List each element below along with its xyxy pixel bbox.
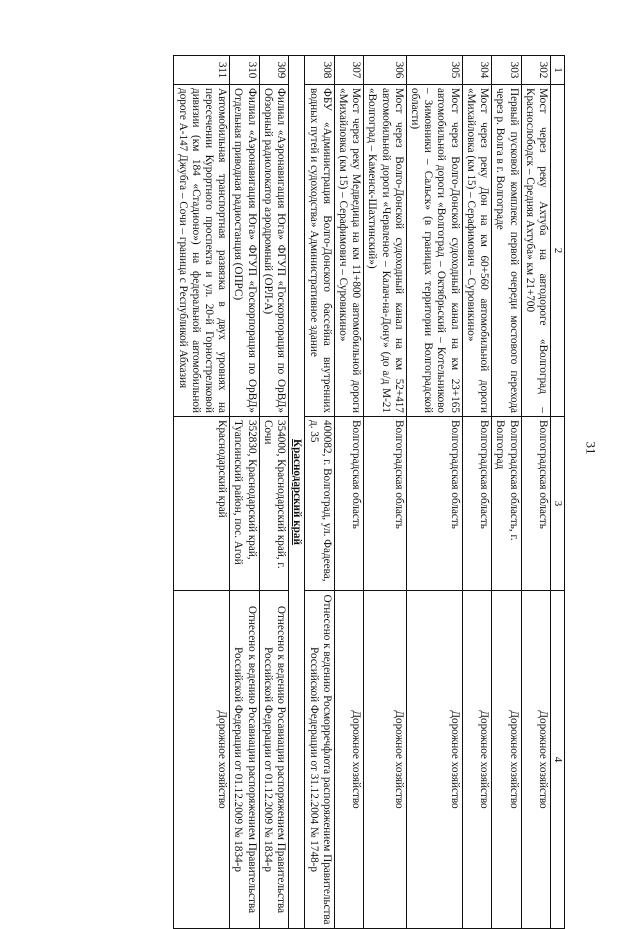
row-number: 306 — [364, 56, 407, 85]
object-location: 354000, Краснодарский край, г. Сочи — [259, 417, 288, 591]
row-number: 311 — [174, 56, 230, 85]
object-name: ФБУ «Администрация Волго-Донского бассейна внутренних водных путей и судоходства» Административное здание — [305, 85, 334, 417]
row-number: 310 — [230, 56, 259, 85]
object-location: Волгоградская область — [334, 417, 363, 591]
object-authority: Дорожное хозяйство — [462, 591, 491, 929]
object-authority: Отнесено к ведению Росморречфлота распоряжением Правительства Российской Федерации от 31.12.2004 № 1748-р — [305, 591, 334, 929]
object-location: 352830, Краснодарский край, Туапсинский район, пос. Агой — [230, 417, 259, 591]
table-row — [305, 56, 334, 929]
object-authority: Отнесено к ведению Росавиации распоряжением Правительства Российской Федерации от 01.12.2009 № 1834-р — [259, 591, 288, 929]
object-location: 400082, г. Волгоград, ул. Фадеева, д. 35 — [305, 417, 334, 591]
object-location: Волгоградская область — [406, 417, 462, 591]
region-row — [289, 56, 305, 929]
row-number: 308 — [305, 56, 334, 85]
object-name: Мост через Волго-Донской судоходный канал на км 52+417 автомобильной дороги «Червленое – Калач-на-Дону» (до а/д М-21 «Волгоград – Каменск-Шахтинский») — [364, 85, 407, 417]
object-name: Филиал «Аэронавигация Юга» ФГУП «Госкорпорация по ОрВД» Отдельная приводная радиостанция (ОПРС) — [230, 85, 259, 417]
table-row — [364, 56, 407, 929]
object-authority: Дорожное хозяйство — [174, 591, 230, 929]
object-authority: Дорожное хозяйство — [334, 591, 363, 929]
object-location: Волгоградская область — [521, 417, 550, 591]
object-location: Волгоградская область, г. Волгоград — [492, 417, 521, 591]
header-row — [551, 56, 565, 929]
object-name: Мост через реку Дон на км 60+560 автомобильной дороги «Михайловка (км 15) – Серафимович – Суровикино» — [462, 85, 491, 417]
table-row — [462, 56, 491, 929]
object-location: Краснодарский край — [174, 417, 230, 591]
object-authority: Дорожное хозяйство — [364, 591, 407, 929]
row-number: 304 — [462, 56, 491, 85]
table-row — [334, 56, 363, 929]
header-col-3: 3 — [551, 417, 565, 591]
row-number: 303 — [492, 56, 521, 85]
object-authority: Дорожное хозяйство — [492, 591, 521, 929]
row-number: 305 — [406, 56, 462, 85]
objects-table — [173, 55, 565, 929]
object-name: Мост через реку Ахтуба на автодороге «Волгоград – Краснослободск – Средняя Ахтуба» км 21+700 — [521, 85, 550, 417]
object-name: Первый пусковой комплекс первой очереди мостового перехода через р. Волга в г. Волгограде — [492, 85, 521, 417]
header-col-4: 4 — [551, 591, 565, 929]
table-row — [259, 56, 288, 929]
table-row — [230, 56, 259, 929]
object-name: Мост через реку Медведица на км 11+800 автомобильной дороги «Михайловка (км 15) – Серафимович – Суровикино» — [334, 85, 363, 417]
row-number: 307 — [334, 56, 363, 85]
page-number: 31 — [583, 441, 599, 455]
object-authority: Дорожное хозяйство — [406, 591, 462, 929]
object-location: Волгоградская область — [462, 417, 491, 591]
object-location: Волгоградская область — [364, 417, 407, 591]
header-col-2: 2 — [551, 85, 565, 417]
object-name: Филиал «Аэронавигация Юга» ФГУП «Госкорпорация по ОрВД» Обзорный радиолокатор аэродромный (ОРЛ-А) — [259, 85, 288, 417]
row-number: 302 — [521, 56, 550, 85]
object-authority: Дорожное хозяйство — [521, 591, 550, 929]
rotated-table-sheet — [65, 55, 565, 925]
region-title: Краснодарский край — [289, 56, 305, 929]
table-row — [492, 56, 521, 929]
header-col-1: 1 — [551, 56, 565, 85]
table-row — [174, 56, 230, 929]
object-authority: Отнесено к ведению Росавиации распоряжением Правительства Российской Федерации от 01.12.2009 № 1834-р — [230, 591, 259, 929]
object-name: Мост через Волго-Донской судоходный канал на км 23+165 автомобильной дороги «Волгоград – Октябрьский – Котельниково – Зимовники – Сальск» (в границах территории Волгоградской области) — [406, 85, 462, 417]
table-row — [521, 56, 550, 929]
row-number: 309 — [259, 56, 288, 85]
table-row — [406, 56, 462, 929]
object-name: Автомобильная транспортная развязка в двух уровнях на пересечении Курортного проспекта и ул. 20-й Горнострелковой дивизии (км 184 «Стадионо») на федеральной автомобильной дороге А-147 Джубга – Сочи – граница с Республикой Абхазия — [174, 85, 230, 417]
